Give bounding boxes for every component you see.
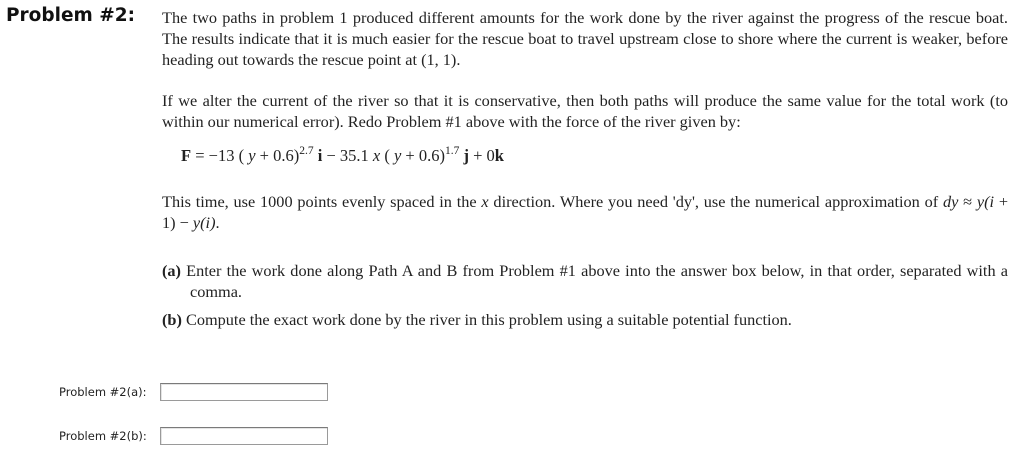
problem-paragraph-instructions: This time, use 1000 points evenly spaced in the x direction. Where you need 'dy', use the numerical approximation of dy ≈ y(i + 1) − y(i). [162,192,1009,232]
formula-var-y: y [248,146,256,165]
formula-exponent: 2.7 [299,145,314,157]
formula-F: F [181,146,192,165]
formula-part: − 35.1 [322,146,373,165]
part-tag: (b) [162,310,182,329]
answer-label-b: Problem #2(b): [59,429,147,443]
force-formula [181,145,1008,179]
formula-exponent: 1.7 [444,145,460,157]
formula-part: = −13 ( [191,146,249,165]
formula-unit-i: i [313,146,323,165]
part-text: Enter the work done along Path A and B from Problem #1 above into the answer box below, in that order, separated with a comma. [180,261,1008,301]
part-tag: (a) [162,261,181,280]
formula-part: ( [380,146,394,165]
problem-paragraph-intro: The two paths in problem 1 produced different amounts for the work done by the river against the progress of the rescue boat. The results indicate that it is much easier for the rescue boat to travel upstream close to shore where the current is weaker, before heading out towards the rescue point at (1, 1). [162,8,1008,69]
part-text: Compute the exact work done by the river in this problem using a suitable potential function. [181,310,792,329]
formula-unit-k: k [494,146,504,165]
answer-input-a[interactable] [160,383,328,401]
answer-row-a [59,381,328,403]
formula-part: + 0 [468,146,495,165]
formula-part: + 0.6) [401,146,445,165]
part-a [162,260,1008,302]
answer-label-a: Problem #2(a): [59,385,147,399]
formula-var-x: x [372,146,381,165]
answer-input-b[interactable] [160,427,328,445]
formula-unit-j: j [459,146,469,165]
problem-parts [162,260,1008,330]
formula-part: + 0.6) [255,146,300,165]
formula-var-y: y [393,146,402,165]
part-b [162,309,1008,330]
problem-paragraph-conservative: If we alter the current of the river so that it is conservative, then both paths will produce the same value for the total work (to within our numerical error). Redo Problem #1 above with the force of the river given by: [162,91,1008,131]
answer-row-b [59,425,328,447]
problem-body [162,7,1008,337]
problem-heading: Problem #2: [6,5,136,26]
